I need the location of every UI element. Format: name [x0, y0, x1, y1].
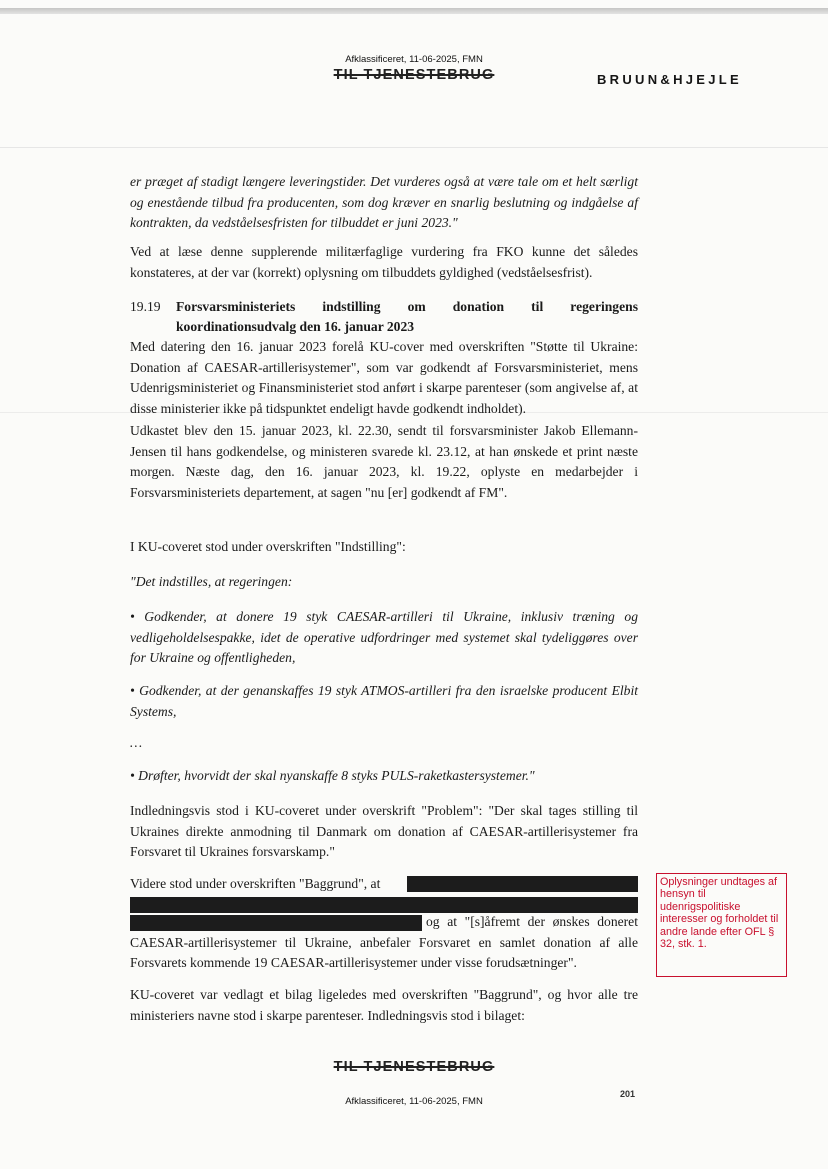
classification-footer: TIL TJENESTEBRUG [333, 1059, 495, 1075]
paragraph-ku-cover: Med datering den 16. januar 2023 forelå KU-cover med overskriften "Støtte til Ukraine: Donation af CAESAR-artillerisystemer", som var godkendt af Forsvarsministeriet, mens Udenrigsministeriet og Finansministeriet stod anført i skarpe parenteser (som angivelse af, at disse ministerier ikke på tidspunktet endeligt havde godkendt indholdet). [130, 339, 638, 416]
section-number: 19.19 [130, 299, 161, 314]
paragraph-fko: Ved at læse denne supplerende militærfaglige vurdering fra FKO kunne det således konstateres, at der var (korrekt) oplysning om tilbuddets gyldighed (vedståelsesfrist). [130, 244, 638, 280]
paragraph-baggrund-start: Videre stod under overskriften "Baggrund", at [130, 876, 381, 891]
bullet-item: • Godkender, at donere 19 styk CAESAR-artilleri til Ukraine, inklusiv træning og vedligeholdelsespakke, idet de operative udfordringer med systemet skal tydeliggøres over for Ukraine og offentligheden, [130, 609, 638, 665]
paragraph-udkast: Udkastet blev den 15. januar 2023, kl. 22.30, sendt til forsvarsminister Jakob Ellemann-Jensen til hans godkendelse, og ministeren svarede kl. 23.12, at han ønskede et print næste morgen. Næste dag, den 16. januar 2023, kl. 19.22, oplyste en medarbejder i Forsvarsministeriets departement, at sagen "nu [er] godkendt af FM". [130, 423, 638, 500]
declassification-stamp-top: Afklassificeret, 11-06-2025, FMN [345, 54, 483, 65]
paragraph-baggrund-continued: og at "[s]åfremt der ønskes doneret CAESAR-artillerisystemer til Ukraine, anbefaler Forsvaret en samlet donation af alle Forsvarets kommende 19 CAESAR-artillerisystemer under visse forudsætninger". [130, 914, 638, 970]
declassification-stamp-bottom: Afklassificeret, 11-06-2025, FMN [345, 1096, 483, 1107]
firm-logo: BRUUN&HJEJLE [596, 72, 742, 87]
quote-intro: "Det indstilles, at regeringen: [130, 574, 293, 589]
ellipsis: … [130, 735, 143, 750]
scan-top-border [0, 8, 828, 14]
scan-artifact-line [0, 147, 828, 148]
paragraph-indstilling: I KU-coveret stod under overskriften "Indstilling": [130, 539, 406, 554]
section-title: Forsvarsministeriets indstilling om donation til regeringens koordinationsudvalg den 16. januar 2023 [176, 299, 638, 334]
redaction-justification-note: Oplysninger undtages af hensyn til udenrigspolitiske interesser og forholdet til andre lande efter OFL § 32, stk. 1. [656, 873, 787, 977]
redaction-block [407, 876, 638, 892]
redaction-block [130, 897, 638, 913]
paragraph-problem: Indledningsvis stod i KU-coveret under overskrift "Problem": "Der skal tages stilling til Ukraines direkte anmodning til Danmark om donation af CAESAR-artillerisystemer fra Forsvaret til Ukraines forsvarskamp." [130, 803, 638, 859]
bullet-item: • Godkender, at der genanskaffes 19 styk ATMOS-artilleri fra den israelske producent Elbit Systems, [130, 683, 638, 719]
page-number: 201 [620, 1089, 636, 1099]
quote-continuation: er præget af stadigt længere leveringstider. Det vurderes også at være tale om et helt særligt og enestående tilbud fra producenten, som dog kræver en snarlig beslutning og indgåelse af kontrakten, da vedståelsesfristen for tilbuddet er juni 2023." [130, 174, 638, 230]
bullet-item: • Drøfter, hvorvidt der skal nyanskaffe 8 styks PULS-raketkastersystemer." [130, 768, 535, 783]
paragraph-bilag: KU-coveret var vedlagt et bilag ligeledes med overskriften "Baggrund", og hvor alle tre ministeriers navne stod i skarpe parenteser. Indledningsvis stod i bilaget: [130, 987, 638, 1023]
classification-header: TIL TJENESTEBRUG [333, 67, 495, 83]
